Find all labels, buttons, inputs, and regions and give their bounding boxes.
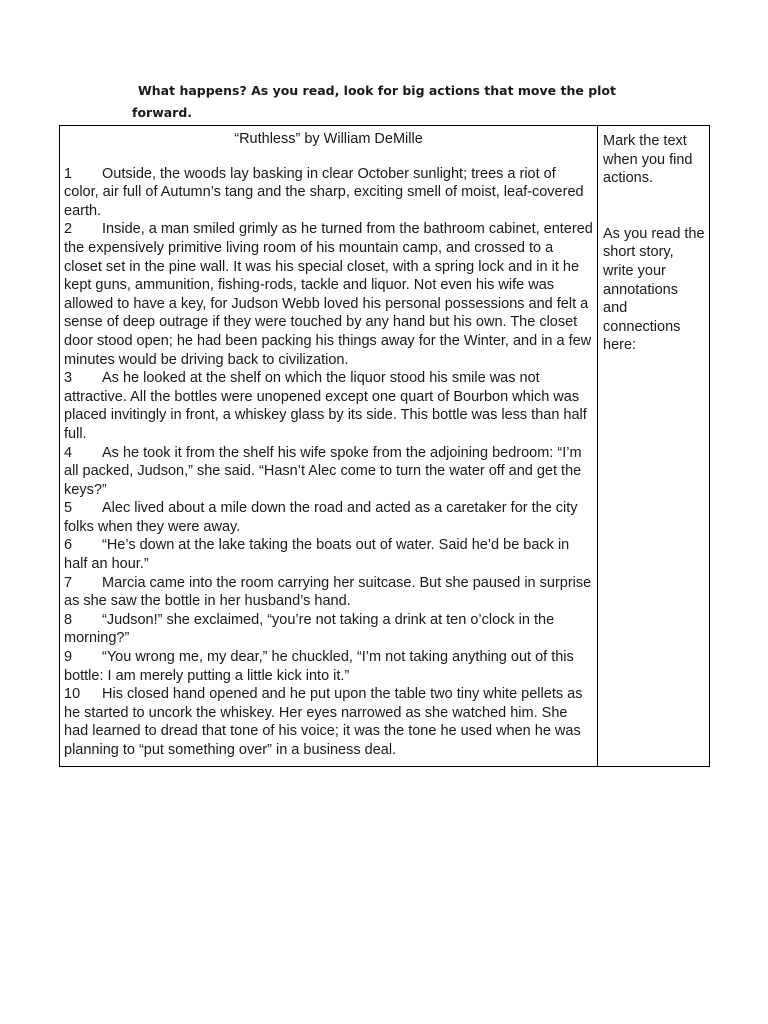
paragraph-number: 3	[64, 370, 73, 387]
story-table	[59, 125, 710, 767]
story-paragraph	[64, 369, 593, 443]
story-paragraph	[64, 648, 593, 685]
paragraph-text: As he looked at the shelf on which the liquor stood his smile was not attractive. All the bottles were unopened except one quart of Bourbon which was placed invitingly in front, a whiskey glass by its side. This bottle was less than half full.	[64, 370, 587, 442]
story-text-cell	[60, 126, 598, 767]
paragraph-text: As he took it from the shelf his wife spoke from the adjoining bedroom: “I’m all packed, Judson,” she said. “Hasn’t Alec come to turn the water off and get the keys?”	[64, 444, 582, 498]
instruction-line-1: What happens? As you read, look for big actions that move the plot	[138, 83, 616, 98]
paragraph-number: 2	[64, 221, 73, 238]
annotation-instruction: As you read the short story, write your annotations and connections here:	[603, 225, 705, 354]
paragraph-text: “He’s down at the lake taking the boats out of water. Said he’d be back in half an hour.”	[64, 537, 570, 573]
paragraph-number: 6	[64, 537, 73, 554]
story-paragraph	[64, 444, 593, 500]
story-paragraphs	[64, 165, 593, 760]
story-paragraph	[64, 685, 593, 759]
story-title: “Ruthless” by William DeMille	[234, 131, 423, 147]
story-paragraph	[64, 499, 593, 536]
story-paragraph	[64, 611, 593, 648]
paragraph-text: Alec lived about a mile down the road and acted as a caretaker for the city folks when they were away.	[64, 500, 578, 535]
paragraph-number: 5	[64, 500, 73, 517]
story-paragraph	[64, 574, 593, 611]
annotation-column[interactable]	[598, 126, 710, 767]
paragraph-number: 1	[64, 165, 73, 182]
paragraph-text: “You wrong me, my dear,” he chuckled, “I’m not taking anything out of this bottle: I am merely putting a little kick into it.”	[64, 649, 574, 684]
story-paragraph	[64, 536, 593, 573]
paragraph-text: Outside, the woods lay basking in clear October sunlight; trees a riot of color, air full of Autumn’s tang and the sharp, exciting smell of moist, leaf-covered earth.	[64, 165, 584, 219]
paragraph-text: “Judson!” she exclaimed, “you’re not taking a drink at ten o’clock in the morning?”	[64, 611, 555, 647]
paragraph-number: 4	[64, 444, 73, 461]
instruction-heading	[132, 80, 632, 124]
mark-text-instruction: Mark the text when you find actions.	[603, 133, 693, 187]
paragraph-text: Inside, a man smiled grimly as he turned from the bathroom cabinet, entered the expensively primitive living room of his mountain camp, and crossed to a closet set in the pine wall. It was his special closet, with a spring lock and in it he kept guns, ammunition, fishing-rods, tackle and liquor. Not even his wife was allowed to have a key, for Judson Webb loved his personal possessions and felt a sense of deep outrage if they were touched by any hand but his own. The closet door stood open; he had been packing his things away for the Winter, and in a few minutes would be driving back to civilization.	[64, 221, 593, 368]
story-paragraph	[64, 220, 593, 369]
paragraph-number: 8	[64, 611, 73, 628]
paragraph-text: Marcia came into the room carrying her suitcase. But she paused in surprise as she saw the bottle in her husband’s hand.	[64, 574, 592, 610]
paragraph-text: His closed hand opened and he put upon the table two tiny white pellets as he started to uncork the whiskey. Her eyes narrowed as she watched him. She had learned to dread that tone of his voice; it was the tone he used when he was planning to “put something over” in a business deal.	[64, 686, 583, 758]
paragraph-number: 7	[64, 574, 73, 591]
paragraph-number: 9	[64, 649, 73, 666]
paragraph-number: 10	[64, 686, 81, 703]
instruction-line-2: forward.	[132, 105, 193, 120]
story-paragraph	[64, 165, 593, 221]
